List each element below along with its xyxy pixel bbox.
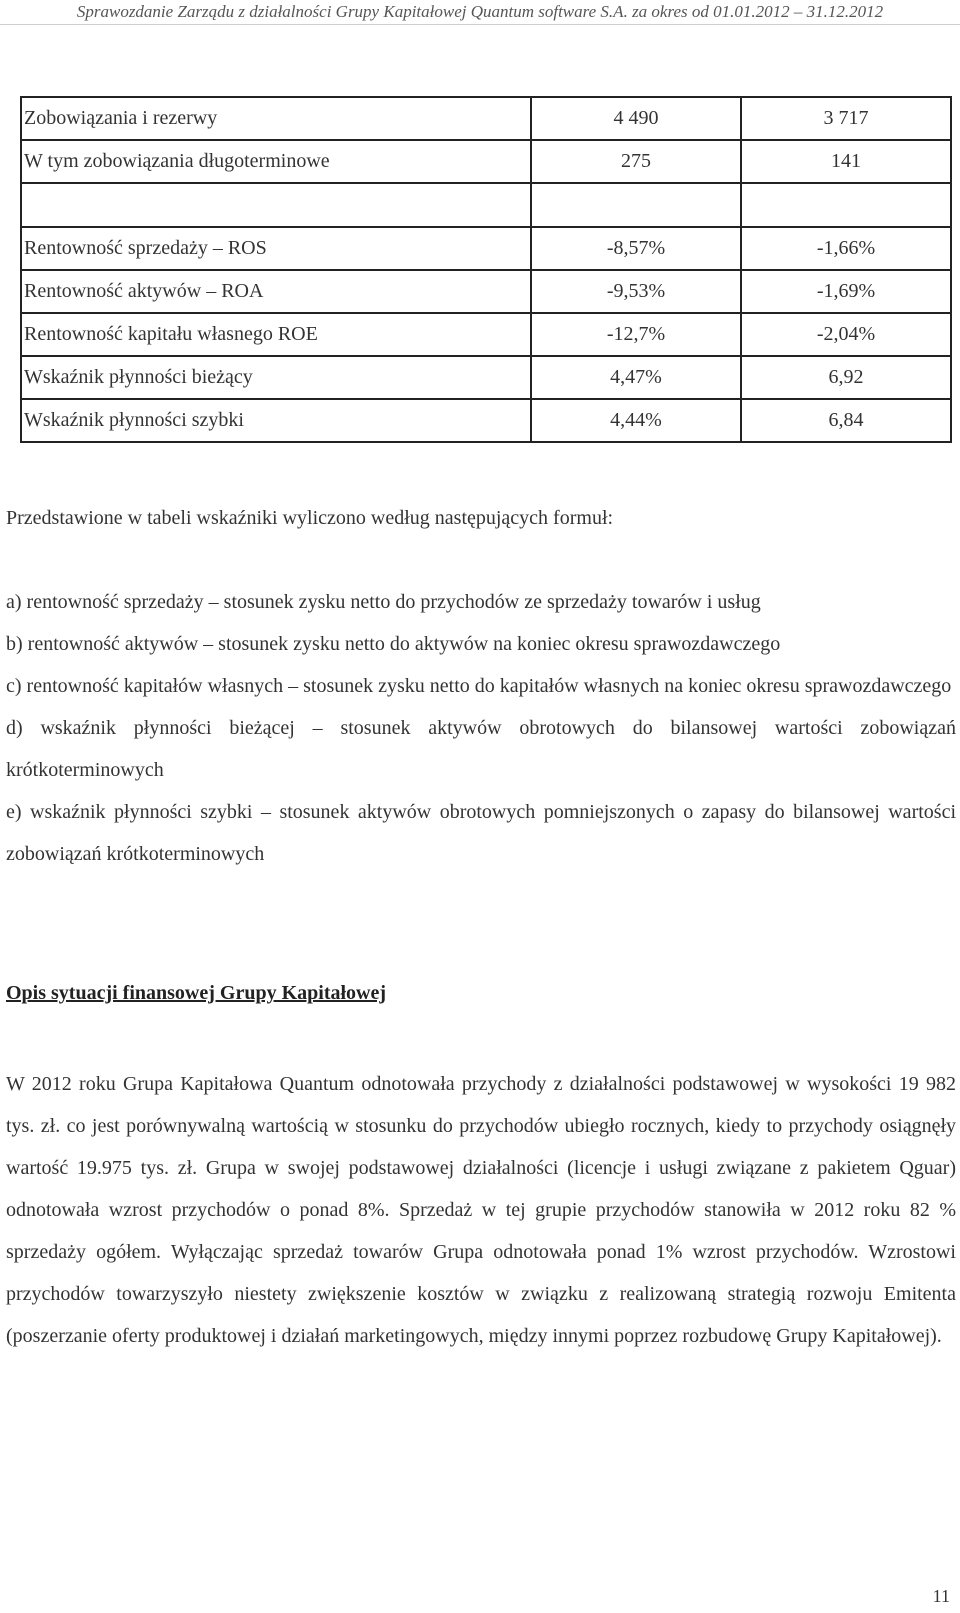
section-body xyxy=(6,1063,956,1357)
table-row xyxy=(21,140,951,183)
formula-item: b) rentowność aktywów – stosunek zysku netto do aktywów na koniec okresu sprawozdawczego xyxy=(6,633,781,655)
value-2012: -9,53% xyxy=(531,270,741,313)
table-row xyxy=(21,356,951,399)
value-2011: -2,04% xyxy=(741,313,951,356)
row-label: Zobowiązania i rezerwy xyxy=(21,97,531,140)
running-header: Sprawozdanie Zarządu z działalności Grupy Kapitałowej Quantum software S.A. za okres od 01.01.2012 – 31.12.2012 xyxy=(76,2,884,21)
table-row xyxy=(21,227,951,270)
row-label: W tym zobowiązania długoterminowe xyxy=(21,140,531,183)
value-2011: 6,84 xyxy=(741,399,951,442)
value-2012: -12,7% xyxy=(531,313,741,356)
value-2011: -1,69% xyxy=(741,270,951,313)
row-label: Rentowność sprzedaży – ROS xyxy=(21,227,531,270)
table-row xyxy=(21,270,951,313)
formula-item: e) wskaźnik płynności szybki – stosunek aktywów obrotowych pomniejszonych o zapasy do bilansowej wartości zobowiązań krótkoterminowych xyxy=(6,801,956,865)
row-label: Wskaźnik płynności szybki xyxy=(21,399,531,442)
row-label: Rentowność aktywów – ROA xyxy=(21,270,531,313)
table-row xyxy=(21,313,951,356)
financial-ratios-table xyxy=(20,96,952,443)
formulas-list xyxy=(6,581,956,875)
value-2011: 3 717 xyxy=(741,97,951,140)
table-row xyxy=(21,97,951,140)
value-2011: 141 xyxy=(741,140,951,183)
header-divider xyxy=(0,24,960,25)
row-label: Rentowność kapitału własnego ROE xyxy=(21,313,531,356)
value-2012: -8,57% xyxy=(531,227,741,270)
body-paragraph: W 2012 roku Grupa Kapitałowa Quantum odnotowała przychody z działalności podstawowej w wysokości 19 982 tys. zł. co jest porównywalną wartością w stosunku do przychodów ubiegło rocznych, kiedy to przychody osiągnęły wartość 19.975 tys. zł. Grupa w swojej podstawowej działalności (licencje i usługi związane z pakietem Qguar) odnotowała wzrost przychodów o ponad 8%. Sprzedaż w tej grupie przychodów stanowiła w 2012 roku 82 % sprzedaży ogółem. Wyłączając sprzedaż towarów Grupa odnotowała ponad 1% wzrost przychodów. Wzrostowi przychodów towarzyszyło niestety zwiększenie kosztów w związku z realizowaną strategią rozwoju Emitenta (poszerzanie oferty produktowej i działań marketingowych, między innymi poprzez rozbudowę Grupy Kapitałowej). xyxy=(6,1073,956,1347)
formula-item: d) wskaźnik płynności bieżącej – stosunek aktywów obrotowych do bilansowej wartości zobowiązań krótkoterminowych xyxy=(6,717,956,781)
formulas-intro: Przedstawione w tabeli wskaźniki wyliczono według następujących formuł: xyxy=(6,507,614,529)
table-row-empty xyxy=(21,183,951,227)
value-2012 xyxy=(531,183,741,227)
value-2012: 275 xyxy=(531,140,741,183)
value-2011: -1,66% xyxy=(741,227,951,270)
value-2011: 6,92 xyxy=(741,356,951,399)
table-row xyxy=(21,399,951,442)
formula-item: c) rentowność kapitałów własnych – stosunek zysku netto do kapitałów własnych na koniec okresu sprawozdawczego xyxy=(6,675,952,697)
formula-item: a) rentowność sprzedaży – stosunek zysku netto do przychodów ze sprzedaży towarów i usług xyxy=(6,591,761,613)
value-2012: 4,47% xyxy=(531,356,741,399)
value-2012: 4,44% xyxy=(531,399,741,442)
row-label: Wskaźnik płynności bieżący xyxy=(21,356,531,399)
row-label xyxy=(21,183,531,227)
table-intro-block xyxy=(6,497,956,539)
value-2011 xyxy=(741,183,951,227)
section-heading: Opis sytuacji finansowej Grupy Kapitałowej xyxy=(6,982,387,1004)
value-2012: 4 490 xyxy=(531,97,741,140)
page-number: 11 xyxy=(932,1586,950,1606)
